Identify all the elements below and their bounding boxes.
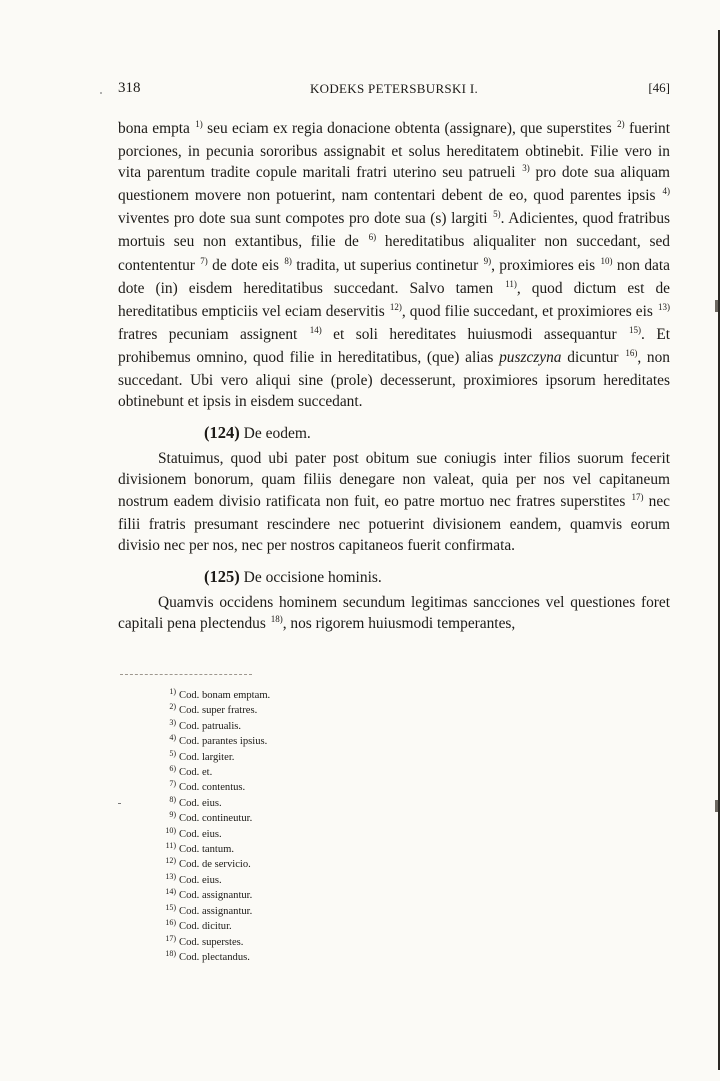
footnote-ref: 2) <box>617 119 625 129</box>
footnote-text: Cod. largiter. <box>179 751 235 763</box>
footnote-text: Cod. super fratres. <box>179 705 258 717</box>
footnote-text: Cod. dicitur. <box>179 921 232 933</box>
footnote-number: 6) <box>169 764 176 774</box>
section-heading-number: (124) <box>204 423 240 443</box>
footnote-ref: 4) <box>662 186 670 197</box>
main-text <box>118 118 670 636</box>
footnote-ref: 15) <box>629 324 642 335</box>
footnote-text: Cod. eius. <box>179 874 222 886</box>
text-run: fratres pecuniam assignent <box>118 325 309 343</box>
footnote-number: 15) <box>165 902 176 912</box>
text-run: dicuntur <box>561 348 625 366</box>
running-header <box>118 80 670 100</box>
page-edge-mark <box>715 800 718 812</box>
footnote <box>160 950 420 965</box>
text-run: , quod filie succedant, et proximiores eis <box>401 302 657 320</box>
text-run: non data dote (in) eisdem hereditatibus succedant. Salvo tamen <box>118 256 670 297</box>
footnote <box>160 919 420 934</box>
footnote-ref: 7) <box>200 255 208 266</box>
footnote-number: 1) <box>169 687 176 696</box>
footnote-number: 8) <box>169 794 176 804</box>
footnote-ref: 14) <box>309 324 322 335</box>
text-run: , quod dictum est de hereditatibus empticiis vel eciam deservitis <box>118 279 670 320</box>
text-run: Statuimus, quod ubi pater post obitum sue coniugis inter filios suorum fecerit divisionem bonorum, quam filiis denegare non valeat, quia per nos vel capitaneum nostrum eadem divisio ratificata non fuit, eo patre mortuo nec fratres superstites <box>118 450 670 510</box>
footnote-number: 16) <box>165 918 176 928</box>
section-heading <box>118 566 670 588</box>
footnote <box>160 703 420 718</box>
footnote <box>160 780 420 795</box>
text-run: hereditatibus aliqualiter non succedant, sed contententur <box>118 233 670 274</box>
footnote-text: Cod. assignantur. <box>179 905 253 917</box>
text-run: pro dote sua aliquam questionem movere non potuerint, nam contentari debent de eo, quod parentes ipsis <box>118 164 670 205</box>
footnote <box>160 750 420 765</box>
footnote <box>160 888 420 903</box>
footnote-ref: 17) <box>631 491 644 502</box>
footnote-number: 3) <box>169 717 176 727</box>
footnote-ref: 18) <box>270 613 283 624</box>
section-heading <box>118 422 670 444</box>
footnote-text: Cod. tantum. <box>179 844 235 856</box>
footnote-text: Cod. de servicio. <box>179 859 251 871</box>
footnote-text: Cod. plectandus. <box>179 951 250 963</box>
text-run: viventes pro dote sua sunt compotes pro dote sua (s) largiti <box>118 210 493 228</box>
footnote-text: Cod. et. <box>179 767 213 779</box>
section-number: [46] <box>648 80 670 95</box>
footnote-number: 5) <box>169 748 176 758</box>
section-heading-title: De occisione hominis. <box>239 568 382 586</box>
page-number: 318 <box>118 80 141 96</box>
footnote-number: 9) <box>169 810 176 820</box>
footnote-number: 12) <box>165 856 176 866</box>
text-run: , nos rigorem huiusmodi temperantes, <box>282 614 516 632</box>
paragraph <box>118 448 670 555</box>
footnote-number: 17) <box>165 933 176 943</box>
footnote-text: Cod. superstes. <box>179 936 244 948</box>
footnote-text: Cod. contineutur. <box>179 813 253 825</box>
footnote-text: Cod. bonam emptam. <box>179 690 271 701</box>
text-run: de dote eis <box>207 256 284 274</box>
footnote-number: 7) <box>169 779 176 789</box>
text-run: seu eciam ex regia donacione obtenta (assignare), que superstites <box>202 120 617 137</box>
text-run: nec filii fratris presumant rescindere nec potuerint divisionem eandem, quamvis eorum divisio nec per nos, nec per nostros capitaneos fuerit confirmata. <box>118 492 670 554</box>
footnote <box>160 857 420 872</box>
footnote-text: Cod. eius. <box>179 797 222 809</box>
footnote-ref: 5) <box>493 209 501 220</box>
text-run: , non succedant. Ubi vero aliqui sine (prole) decesserunt, proximiores ipsorum hereditates obtinebunt et ipsis in eisdem succedant. <box>118 348 670 411</box>
footnote-ref: 11) <box>505 278 517 289</box>
section-heading-number: (125) <box>204 566 240 586</box>
footnotes-list <box>160 688 420 965</box>
italic-term: puszczyna <box>499 348 562 366</box>
footnote-ref: 6) <box>368 232 377 243</box>
footnote <box>160 811 420 826</box>
footnote <box>160 734 420 749</box>
paragraph <box>118 118 670 412</box>
paragraph <box>118 592 670 636</box>
footnote <box>160 796 420 811</box>
running-title: KODEKS PETERSBURSKI I. <box>309 81 479 96</box>
footnote <box>160 842 420 857</box>
footnote-number: 4) <box>169 733 176 743</box>
footnote-number: 2) <box>169 702 176 712</box>
paper-speck <box>118 803 121 804</box>
footnote-number: 18) <box>165 948 176 958</box>
footnote <box>160 765 420 780</box>
text-run: . Adicientes, quod fratribus mortuis seu non extantibus, filie de <box>118 210 671 251</box>
paper-speck <box>100 92 102 94</box>
footnote-text: Cod. patrualis. <box>179 720 242 732</box>
footnote-number: 10) <box>165 825 176 835</box>
text-run: , proximiores eis <box>491 256 600 274</box>
text-run: Quamvis occidens hominem secundum legitimas sancciones vel questiones foret capitali pena plectendus <box>118 593 670 632</box>
footnote-text: Cod. parantes ipsius. <box>179 736 268 748</box>
footnote <box>160 935 420 950</box>
footnote-text: Cod. assignantur. <box>179 890 253 902</box>
footnote-ref: 13) <box>658 301 670 312</box>
footnote-ref: 9) <box>483 255 492 266</box>
text-run: et soli hereditates huiusmodi assequantur <box>321 325 629 343</box>
text-run: . Et prohibemus omnino, quod filie in hereditatibus, (que) alias <box>118 325 670 366</box>
footnote-ref: 16) <box>625 347 638 358</box>
footnote-text: Cod. eius. <box>179 828 222 840</box>
footnote-ref: 12) <box>389 301 402 312</box>
footnote-number: 11) <box>165 841 176 851</box>
footnote <box>160 904 420 919</box>
text-run: tradita, ut superius continetur <box>291 256 483 274</box>
footnote-ref: 3) <box>522 163 530 174</box>
footnote-number: 14) <box>165 887 176 897</box>
footnote-separator <box>120 674 252 675</box>
text-run: fuerint porciones, in pecunia sororibus assignabit et solus hereditatem obtinebit. Filie vero in vita parentum tradite copule maritali fratri uterino seu patrueli <box>118 120 671 182</box>
footnote-ref: 10) <box>600 255 613 266</box>
footnote-ref: 1) <box>195 119 203 129</box>
footnote <box>160 827 420 842</box>
footnote-ref: 8) <box>284 255 292 266</box>
section-heading-title: De eodem. <box>239 425 311 443</box>
footnote <box>160 688 420 703</box>
text-run: bona empta <box>118 120 195 137</box>
footnote <box>160 873 420 888</box>
footnote-number: 13) <box>165 871 176 881</box>
footnote <box>160 719 420 734</box>
page-edge-mark <box>715 300 718 312</box>
footnote-text: Cod. contentus. <box>179 782 246 794</box>
